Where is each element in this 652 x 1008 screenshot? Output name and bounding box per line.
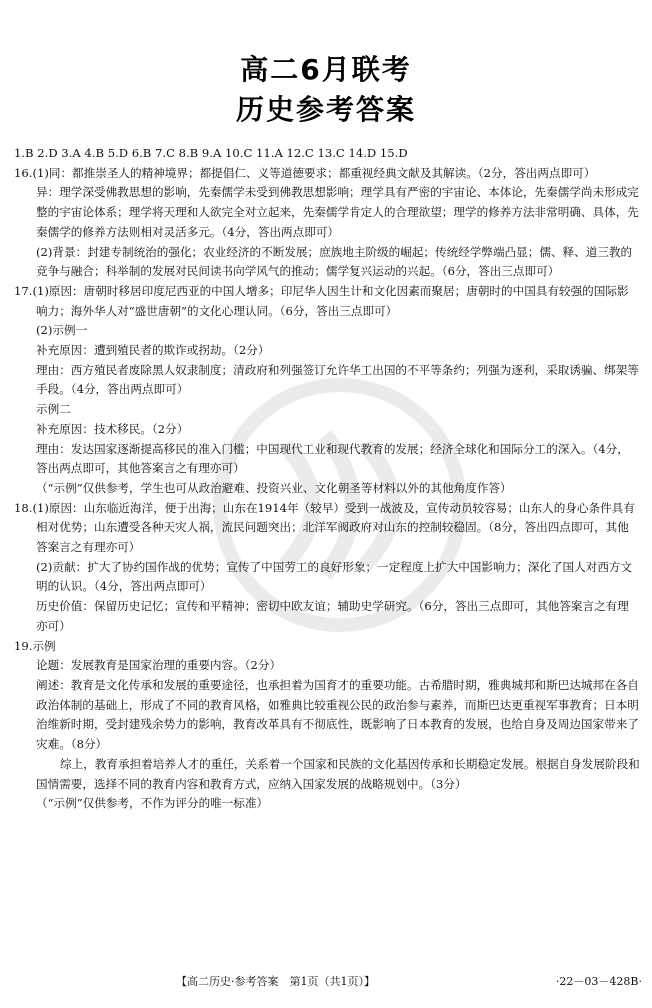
q18-part2-contribution: (2)贡献：扩大了协约国作战的优势；宣传了中国劳工的良好形象；一定程度上扩大中国影响力；深化了国人对西方文明的认识。（4分，答出两点即可） [36,559,633,594]
q17-example2-reason: 补充原因：技术移民。（2分） [36,421,189,436]
choice-answers: 1.B 2.D 3.A 4.B 5.D 6.B 7.C 8.B 9.A 10.C 11.A 12.C 13.C 14.D 15.D [14,146,408,160]
footer-page-info: 【高二历史·参考答案 第1页（共1页）】 [176,975,375,988]
footer-exam-code: ·22－03－428B· [555,975,642,988]
q17-part2-example1: (2)示例一 [36,323,88,338]
page-footer [0,970,652,992]
q18-part1-reason: 18.(1)原因：山东临近海洋，便于出海；山东在1914年（较早）受到一战波及，宣传动员较容易；山东人的身心条件具有相对优势；山东遭受各种天灾人祸，流民问题突出；北洋军阀政府对山东的控制较稳固。（8分，答出四点即可，其他答案言之有理亦可） [14,500,635,555]
q17-example1-reason: 补充原因：遭到殖民者的欺诈或拐劫。（2分） [36,343,270,358]
q17-example2-explanation: 理由：发达国家逐渐提高移民的准入门槛；中国现代工业和现代教育的发展；经济全球化和国际分工的深入。（4分，答出两点即可，其他答案言之有理亦可） [36,441,629,476]
q16-part1-different: 异：理学深受佛教思想的影响，先秦儒学未受到佛教思想影响；理学具有严密的宇宙论、本体论，先秦儒学尚未形成完整的宇宙论体系；理学将天理和人欲完全对立起来，先秦儒学肯定人的合理欲望；理学的修养方法非常明确、具体，先秦儒学的修养方法则相对灵活多元。（4分，答出两点即可） [36,185,639,239]
q17-part1-reason: 17.(1)原因：唐朝时移居印度尼西亚的中国人增多；印尼华人因生计和文化因素而聚居；唐朝时的中国具有较强的国际影响力；海外华人对“盛世唐朝”的文化心理认同。（6分，答出三点即可） [14,283,629,318]
q17-example1-explanation: 理由：西方殖民者废除黑人奴隶制度；清政府和列强签订允许华工出国的不平等条约；列强为逐利，采取诱骗、绑架等手段。（4分，答出两点即可） [36,362,639,397]
page-subtitle: 历史参考答案 [235,93,416,126]
page-title: 高二6月联考 [240,53,412,86]
q16-part1-same: 16.(1)同：都推崇圣人的精神境界；都提倡仁、义等道德要求；都重视经典文献及其解读。（2分，答出两点即可） [14,165,596,180]
q19-elaboration: 阐述：教育是文化传承和发展的重要途径，也承担着为国育才的重要功能。古希腊时期，雅典城邦和斯巴达城邦在各自政治体制的基础上，形成了不同的教育风格，如雅典比较重视公民的政治参与素养，而斯巴达更重视军事教育；日本明治维新时期，受封建残余势力的影响，教育改革具有不彻底性，既影响了日本教育的发展，也给自身及周边国家带来了灾难。（8分） [36,677,639,752]
q16-part2-background: (2)背景：封建专制统治的强化；农业经济的不断发展；庶族地主阶级的崛起；传统经学弊端凸显；儒、释、道三教的竞争与融合；科举制的发展对民间读书向学风气的推动；儒学复兴运动的兴起。（6分，答出三点即可） [36,244,633,279]
answer-content [14,144,640,814]
q17-note: （“示例”仅供参考，学生也可从政治避难、投资兴业、文化朝圣等材料以外的其他角度作答） [36,480,512,495]
q19-thesis: 论题：发展教育是国家治理的重要内容。（2分） [36,658,282,673]
q18-historical-value: 历史价值：保留历史记忆；宣传和平精神；密切中欧友谊；辅助史学研究。（6分，答出三点即可，其他答案言之有理亦可） [36,599,629,633]
q19-conclusion: 综上，教育承担着培养人才的重任，关系着一个国家和民族的文化基因传承和长期稳定发展。根据自身发展阶段和国情需要，选择不同的教育内容和教育方式，应纳入国家发展的战略规划中。（3分） [36,756,640,791]
q17-example2: 示例二 [36,402,71,417]
q19-heading: 19.示例 [14,638,56,653]
q19-note: （“示例”仅供参考，不作为评分的唯一标准） [36,796,269,811]
